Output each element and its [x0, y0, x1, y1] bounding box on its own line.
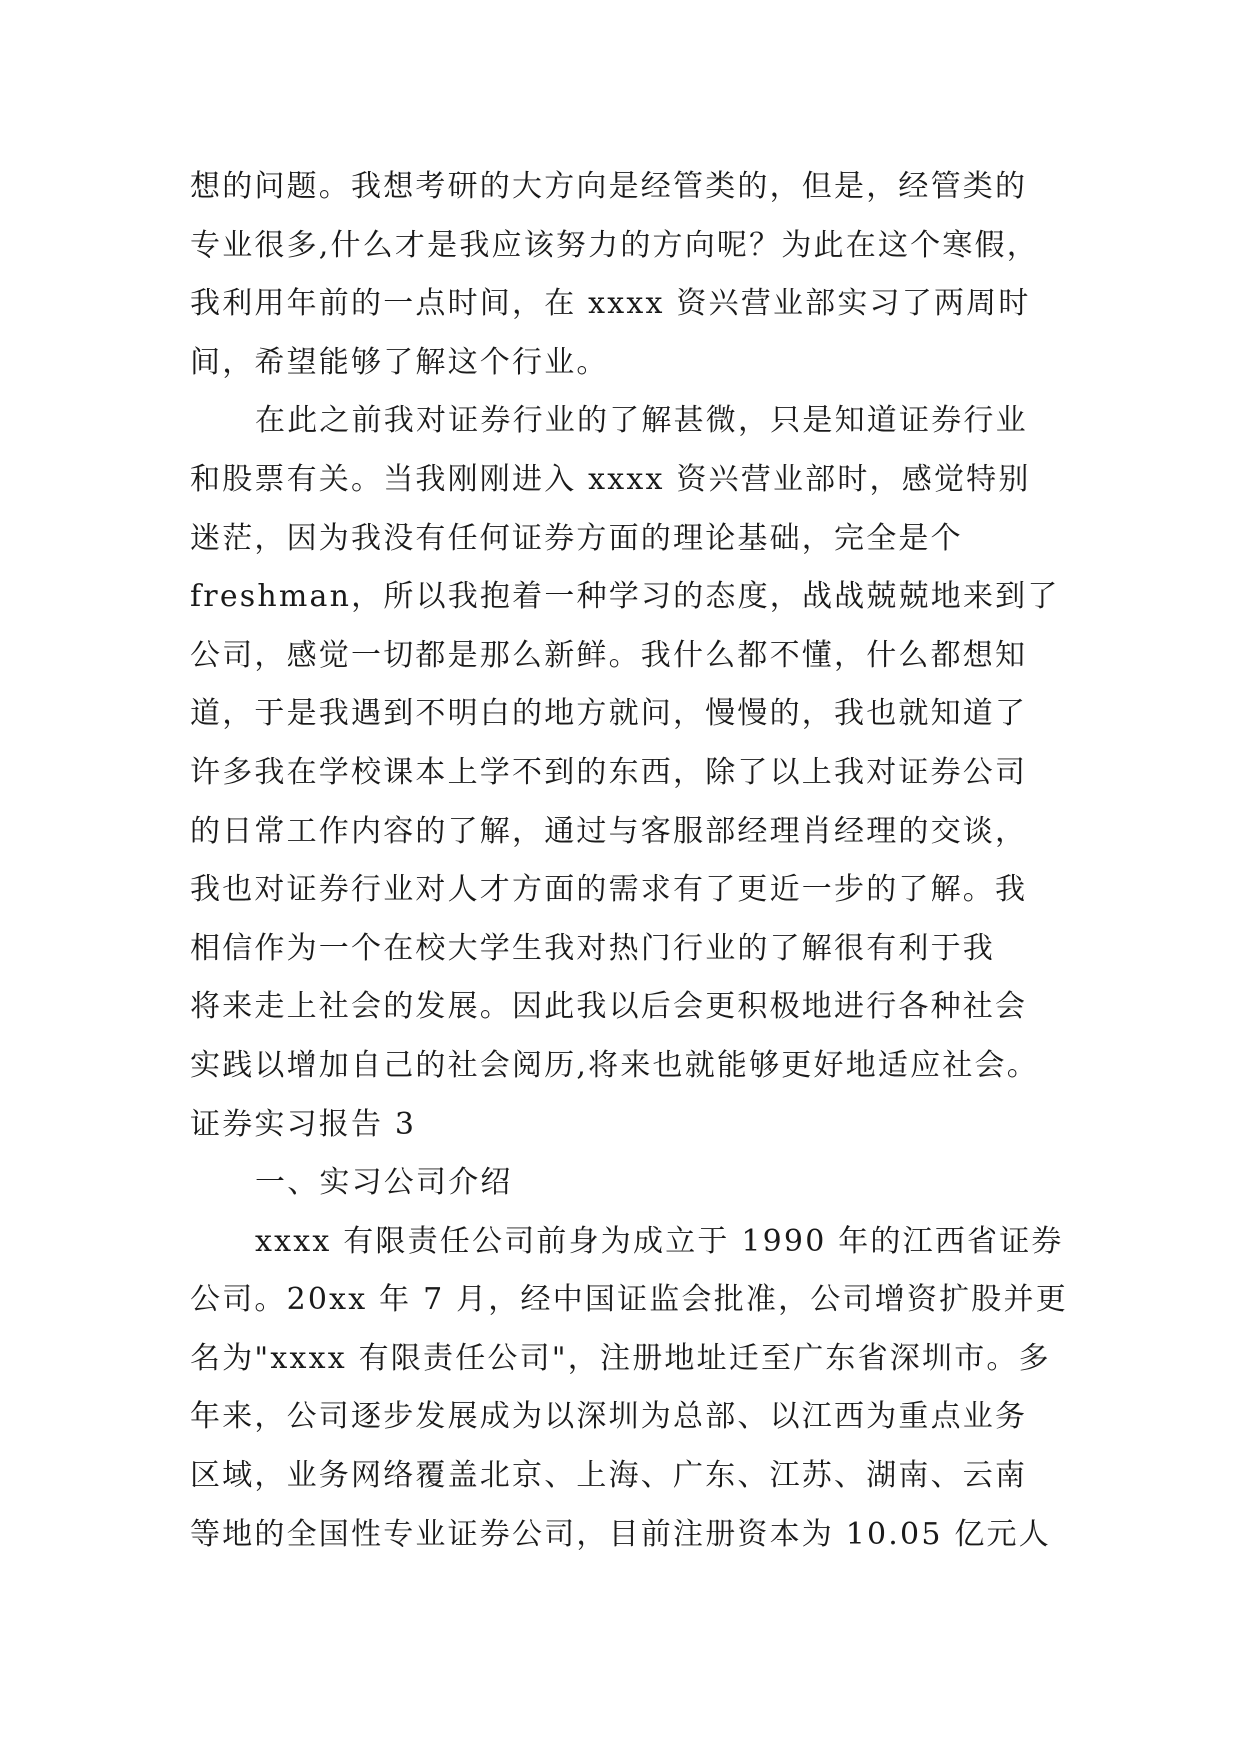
text-line: 公司，感觉一切都是那么新鲜。我什么都不懂，什么都想知	[190, 637, 1028, 673]
text-line: 间，希望能够了解这个行业。	[190, 344, 609, 380]
text-line: 等地的全国性专业证券公司，目前注册资本为 10.05 亿元人	[190, 1516, 1051, 1552]
subsection-heading: 一、实习公司介绍	[255, 1165, 513, 1201]
text-line: 实践以增加自己的社会阅历,将来也就能够更好地适应社会。	[190, 1047, 1039, 1083]
paragraph-first-line: 在此之前我对证券行业的了解甚微，只是知道证券行业	[255, 403, 1028, 439]
text-line: 将来走上社会的发展。因此我以后会更积极地进行各种社会	[190, 989, 1028, 1025]
text-line: 区域，业务网络覆盖北京、上海、广东、江苏、湖南、云南	[190, 1458, 1028, 1494]
text-line: 道，于是我遇到不明白的地方就问，慢慢的，我也就知道了	[190, 696, 1028, 732]
text-line: 年来，公司逐步发展成为以深圳为总部、以江西为重点业务	[190, 1399, 1028, 1435]
text-line: 的日常工作内容的了解，通过与客服部经理肖经理的交谈，	[190, 813, 1028, 849]
text-line: 和股票有关。当我刚刚进入 xxxx 资兴营业部时，感觉特别	[190, 461, 1031, 497]
text-line: 我利用年前的一点时间，在 xxxx 资兴营业部实习了两周时	[190, 286, 1031, 322]
text-line: 名为"xxxx 有限责任公司"，注册地址迁至广东省深圳市。多	[190, 1340, 1051, 1376]
section-title: 证券实习报告 3	[190, 1106, 417, 1142]
text-line: freshman，所以我抱着一种学习的态度，战战兢兢地来到了	[190, 579, 1060, 615]
text-line: 想的问题。我想考研的大方向是经管类的，但是，经管类的	[190, 169, 1028, 204]
text-line: 公司。20xx 年 7 月，经中国证监会批准，公司增资扩股并更	[190, 1282, 1068, 1318]
paragraph-first-line: xxxx 有限责任公司前身为成立于 1990 年的江西省证券	[255, 1223, 1064, 1259]
text-line: 我也对证券行业对人才方面的需求有了更近一步的了解。我	[190, 872, 1028, 908]
text-line: 相信作为一个在校大学生我对热门行业的了解很有利于我	[190, 930, 995, 966]
text-line: 许多我在学校课本上学不到的东西，除了以上我对证券公司	[190, 754, 1028, 790]
text-line: 迷茫，因为我没有任何证券方面的理论基础，完全是个	[190, 520, 963, 556]
document-body	[190, 158, 1068, 1564]
text-line: 专业很多,什么才是我应该努力的方向呢？为此在这个寒假，	[190, 227, 1039, 263]
